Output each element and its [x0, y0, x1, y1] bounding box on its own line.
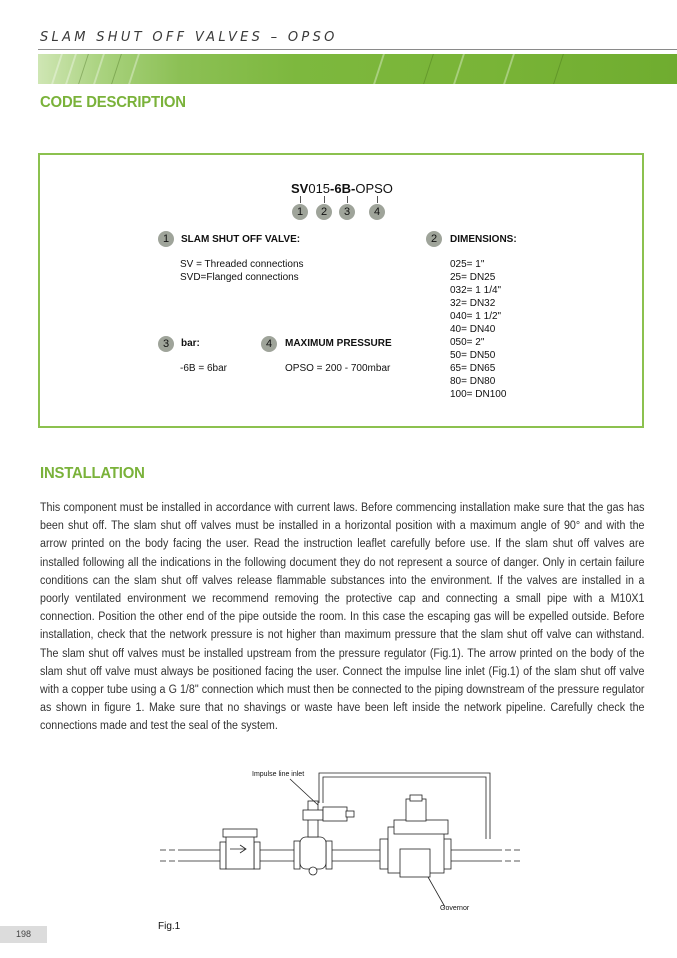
item-2-title: DIMENSIONS:	[450, 234, 517, 245]
installation-figure	[160, 765, 520, 915]
governor-spring-housing	[406, 799, 426, 821]
governor-cap	[410, 795, 422, 801]
dimension-line-6: 40= DN40	[450, 324, 496, 335]
governor-lower-body	[400, 849, 430, 877]
valve-reset-head	[323, 807, 347, 821]
running-header-title: SLAM SHUT OFF VALVES – OPSO	[40, 30, 338, 45]
code-part-bar: -6B-	[330, 181, 356, 196]
governor-diaphragm-case	[394, 820, 448, 834]
installation-paragraph: This component must be installed in accordance with current laws. Before commencing installation make sure that the gas has been shut off. The slam shut off valves must be installed in a horizontal position with a maximum angle of 90° and with the arrow printed on the body facing the user. Read the instruction leaflet carefully before use. If the slam shut off valves are installed following all the indications in the following document they do not represent a source of danger. Only in certain failure conditions can the slam shut off valves release flammable substances into the environment. If the valves are installed in a poorly ventilated environment we recommend removing the protective cap and connecting a small pipe with a M10X1 connection. Position the other end of the pipe outside the room. In this case the escaping gas will be expelled outside. Before installation, check that the network pressure is not higher than maximum pressure that the slam shut off valve can withstand. The slam shut off valves must be installed upstream from the pressure regulator (Fig.1). The arrow printed on the body of the slam shut off valve must always be positioned facing the user. Connect the impulse line inlet (Fig.1) of the slam shut off valve with a copper tube using a G 1/8" connection which must then be connected to the piping downstream of the pressure regulator as shown in figure 1. Make sure that no shavings or waste have been left inside the network pipeline. Carefully check the connections made and test the seal of the system.	[40, 502, 645, 733]
governor-flange-left	[380, 839, 388, 869]
code-tick-4	[377, 196, 378, 203]
item-3-title: bar:	[181, 338, 200, 349]
dimension-line-5: 040= 1 1/2"	[450, 311, 502, 322]
filter-cap	[223, 829, 257, 837]
item-1-line-1: SV = Threaded connections	[180, 259, 304, 270]
dimension-line-11: 100= DN100	[450, 389, 507, 400]
valve-flange-left	[294, 841, 300, 869]
valve-body	[300, 837, 326, 869]
item-1-marker: 1	[158, 231, 174, 247]
code-description-heading: CODE DESCRIPTION	[40, 94, 186, 111]
item-4-title: MAXIMUM PRESSURE	[285, 338, 392, 349]
code-marker-3: 3	[339, 204, 355, 220]
header-green-band	[38, 54, 677, 84]
code-marker-4: 4	[369, 204, 385, 220]
item-3-marker: 3	[158, 336, 174, 352]
code-marker-2: 2	[316, 204, 332, 220]
filter-body	[226, 835, 254, 869]
valve-actuator	[303, 810, 323, 820]
dimension-line-7: 050= 2"	[450, 337, 485, 348]
impulse-leader-line	[290, 779, 318, 805]
code-marker-1: 1	[292, 204, 308, 220]
item-1-title: SLAM SHUT OFF VALVE:	[181, 234, 301, 245]
dimension-line-8: 50= DN50	[450, 350, 496, 361]
impulse-line-inlet-label: Impulse line inlet	[252, 771, 305, 778]
dimension-line-1: 025= 1"	[450, 259, 485, 270]
code-tick-1	[300, 196, 301, 203]
item-4-marker: 4	[261, 336, 277, 352]
dimension-line-2: 25= DN25	[450, 272, 496, 283]
item-3-line-1: -6B = 6bar	[180, 363, 227, 374]
governor-leader-line	[428, 877, 445, 907]
code-part-dimension: 015	[308, 181, 331, 196]
filter-flange-right	[254, 842, 260, 869]
page-number: 198	[0, 926, 47, 943]
dimension-line-3: 032= 1 1/4"	[450, 285, 502, 296]
figure-caption: Fig.1	[158, 921, 181, 932]
product-code	[291, 181, 393, 196]
valve-flange-right	[326, 841, 332, 869]
item-2-marker: 2	[426, 231, 442, 247]
valve-drain	[309, 867, 317, 875]
item-1-line-2: SVD=Flanged connections	[180, 272, 299, 283]
code-part-series: SV	[291, 181, 309, 196]
valve-cap	[346, 811, 354, 817]
item-4-line-1: OPSO = 200 - 700mbar	[285, 363, 391, 374]
code-part-opso: OPSO	[355, 181, 393, 196]
governor-label: Governor	[440, 905, 470, 912]
dimension-line-4: 32= DN32	[450, 298, 496, 309]
code-tick-3	[347, 196, 348, 203]
filter-flange-left	[220, 842, 226, 869]
dimension-line-10: 80= DN80	[450, 376, 496, 387]
dimension-line-9: 65= DN65	[450, 363, 496, 374]
header-rule	[38, 49, 677, 50]
code-tick-2	[324, 196, 325, 203]
installation-heading: INSTALLATION	[40, 465, 145, 482]
